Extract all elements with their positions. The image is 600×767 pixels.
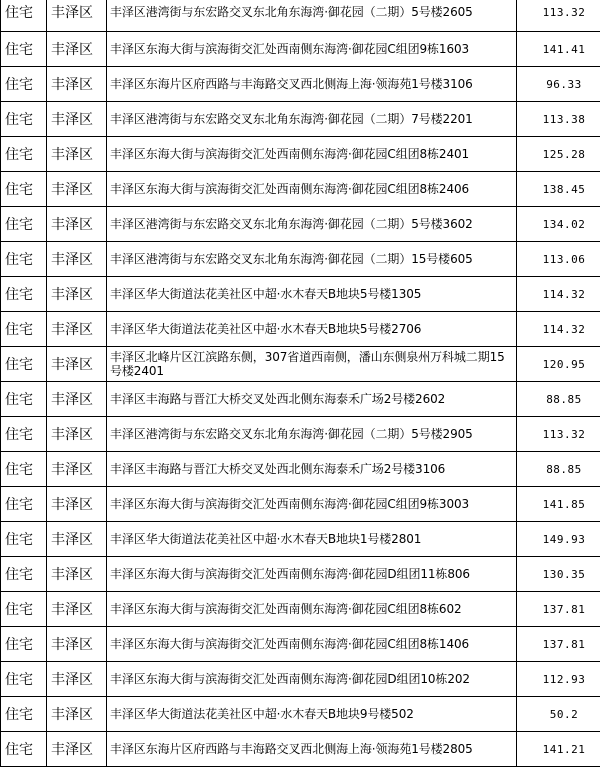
district-cell: 丰泽区 (47, 242, 107, 277)
address-cell: 丰泽区华大街道法花美社区中超·水木春天B地块5号楼1305 (107, 277, 517, 312)
district-cell: 丰泽区 (47, 67, 107, 102)
area-cell: 96.33 (517, 67, 600, 102)
table-row (1, 662, 600, 697)
area-cell: 50.2 (517, 697, 600, 732)
district-cell: 丰泽区 (47, 452, 107, 487)
district-cell: 丰泽区 (47, 557, 107, 592)
address-cell: 丰泽区东海片区府西路与丰海路交叉西北侧海上海·领海苑1号楼2805 (107, 732, 517, 767)
district-cell: 丰泽区 (47, 732, 107, 767)
district-cell: 丰泽区 (47, 522, 107, 557)
table-row (1, 312, 600, 347)
table-row (1, 522, 600, 557)
area-cell: 125.28 (517, 137, 600, 172)
area-cell: 149.93 (517, 522, 600, 557)
table-row (1, 207, 600, 242)
type-cell: 住宅 (1, 487, 47, 522)
address-cell: 丰泽区东海大街与滨海街交汇处西南侧东海湾·御花园D组团10栋202 (107, 662, 517, 697)
address-cell: 丰泽区东海大街与滨海街交汇处西南侧东海湾·御花园C组团8栋1406 (107, 627, 517, 662)
area-cell: 137.81 (517, 592, 600, 627)
area-cell: 138.45 (517, 172, 600, 207)
type-cell: 住宅 (1, 347, 47, 382)
table-row (1, 382, 600, 417)
district-cell: 丰泽区 (47, 102, 107, 137)
table-body (1, 0, 600, 767)
address-cell: 丰泽区东海大街与滨海街交汇处西南侧东海湾·御花园C组团8栋2401 (107, 137, 517, 172)
area-cell: 114.32 (517, 277, 600, 312)
table-row (1, 137, 600, 172)
area-cell: 88.85 (517, 452, 600, 487)
area-cell: 114.32 (517, 312, 600, 347)
table-row (1, 242, 600, 277)
address-cell: 丰泽区港湾街与东宏路交叉东北角东海湾·御花园（二期）15号楼605 (107, 242, 517, 277)
area-cell: 141.41 (517, 32, 600, 67)
area-cell: 113.32 (517, 417, 600, 452)
address-cell: 丰泽区东海大街与滨海街交汇处西南侧东海湾·御花园C组团8栋602 (107, 592, 517, 627)
district-cell: 丰泽区 (47, 207, 107, 242)
type-cell: 住宅 (1, 0, 47, 32)
district-cell: 丰泽区 (47, 662, 107, 697)
type-cell: 住宅 (1, 697, 47, 732)
address-cell: 丰泽区港湾街与东宏路交叉东北角东海湾·御花园（二期）5号楼2605 (107, 0, 517, 32)
type-cell: 住宅 (1, 312, 47, 347)
district-cell: 丰泽区 (47, 592, 107, 627)
district-cell: 丰泽区 (47, 382, 107, 417)
area-cell: 120.95 (517, 347, 600, 382)
type-cell: 住宅 (1, 32, 47, 67)
district-cell: 丰泽区 (47, 627, 107, 662)
type-cell: 住宅 (1, 102, 47, 137)
type-cell: 住宅 (1, 452, 47, 487)
type-cell: 住宅 (1, 242, 47, 277)
type-cell: 住宅 (1, 417, 47, 452)
type-cell: 住宅 (1, 207, 47, 242)
table-row (1, 67, 600, 102)
table-row (1, 732, 600, 767)
address-cell: 丰泽区东海大街与滨海街交汇处西南侧东海湾·御花园C组团9栋3003 (107, 487, 517, 522)
district-cell: 丰泽区 (47, 137, 107, 172)
table-row (1, 417, 600, 452)
district-cell: 丰泽区 (47, 312, 107, 347)
type-cell: 住宅 (1, 732, 47, 767)
district-cell: 丰泽区 (47, 277, 107, 312)
area-cell: 113.38 (517, 102, 600, 137)
table-row (1, 452, 600, 487)
table-row (1, 592, 600, 627)
address-cell: 丰泽区港湾街与东宏路交叉东北角东海湾·御花园（二期）5号楼2905 (107, 417, 517, 452)
type-cell: 住宅 (1, 522, 47, 557)
district-cell: 丰泽区 (47, 347, 107, 382)
type-cell: 住宅 (1, 592, 47, 627)
type-cell: 住宅 (1, 67, 47, 102)
type-cell: 住宅 (1, 382, 47, 417)
district-cell: 丰泽区 (47, 0, 107, 32)
table-row (1, 627, 600, 662)
address-cell: 丰泽区东海大街与滨海街交汇处西南侧东海湾·御花园D组团11栋806 (107, 557, 517, 592)
table-row (1, 487, 600, 522)
area-cell: 141.21 (517, 732, 600, 767)
area-cell: 113.32 (517, 0, 600, 32)
table-row (1, 697, 600, 732)
type-cell: 住宅 (1, 137, 47, 172)
area-cell: 137.81 (517, 627, 600, 662)
district-cell: 丰泽区 (47, 487, 107, 522)
type-cell: 住宅 (1, 662, 47, 697)
table-row (1, 32, 600, 67)
type-cell: 住宅 (1, 557, 47, 592)
area-cell: 112.93 (517, 662, 600, 697)
type-cell: 住宅 (1, 627, 47, 662)
address-cell: 丰泽区北峰片区江滨路东侧，307省道西南侧，潘山东侧泉州万科城二期15号楼2401 (107, 347, 517, 382)
address-cell: 丰泽区东海片区府西路与丰海路交叉西北侧海上海·领海苑1号楼3106 (107, 67, 517, 102)
address-cell: 丰泽区丰海路与晋江大桥交叉处西北侧东海泰禾广场2号楼3106 (107, 452, 517, 487)
address-cell: 丰泽区华大街道法花美社区中超·水木春天B地块9号楼502 (107, 697, 517, 732)
area-cell: 88.85 (517, 382, 600, 417)
area-cell: 141.85 (517, 487, 600, 522)
area-cell: 130.35 (517, 557, 600, 592)
address-cell: 丰泽区港湾街与东宏路交叉东北角东海湾·御花园（二期）5号楼3602 (107, 207, 517, 242)
address-cell: 丰泽区东海大街与滨海街交汇处西南侧东海湾·御花园C组团9栋1603 (107, 32, 517, 67)
type-cell: 住宅 (1, 277, 47, 312)
table-row (1, 0, 600, 32)
address-cell: 丰泽区港湾街与东宏路交叉东北角东海湾·御花园（二期）7号楼2201 (107, 102, 517, 137)
table-row (1, 102, 600, 137)
area-cell: 113.06 (517, 242, 600, 277)
district-cell: 丰泽区 (47, 697, 107, 732)
table-row (1, 172, 600, 207)
area-cell: 134.02 (517, 207, 600, 242)
table-row (1, 277, 600, 312)
table-row (1, 347, 600, 382)
table-row (1, 557, 600, 592)
district-cell: 丰泽区 (47, 417, 107, 452)
address-cell: 丰泽区东海大街与滨海街交汇处西南侧东海湾·御花园C组团8栋2406 (107, 172, 517, 207)
district-cell: 丰泽区 (47, 32, 107, 67)
address-cell: 丰泽区华大街道法花美社区中超·水木春天B地块5号楼2706 (107, 312, 517, 347)
address-cell: 丰泽区华大街道法花美社区中超·水木春天B地块1号楼2801 (107, 522, 517, 557)
district-cell: 丰泽区 (47, 172, 107, 207)
type-cell: 住宅 (1, 172, 47, 207)
address-cell: 丰泽区丰海路与晋江大桥交叉处西北侧东海泰禾广场2号楼2602 (107, 382, 517, 417)
